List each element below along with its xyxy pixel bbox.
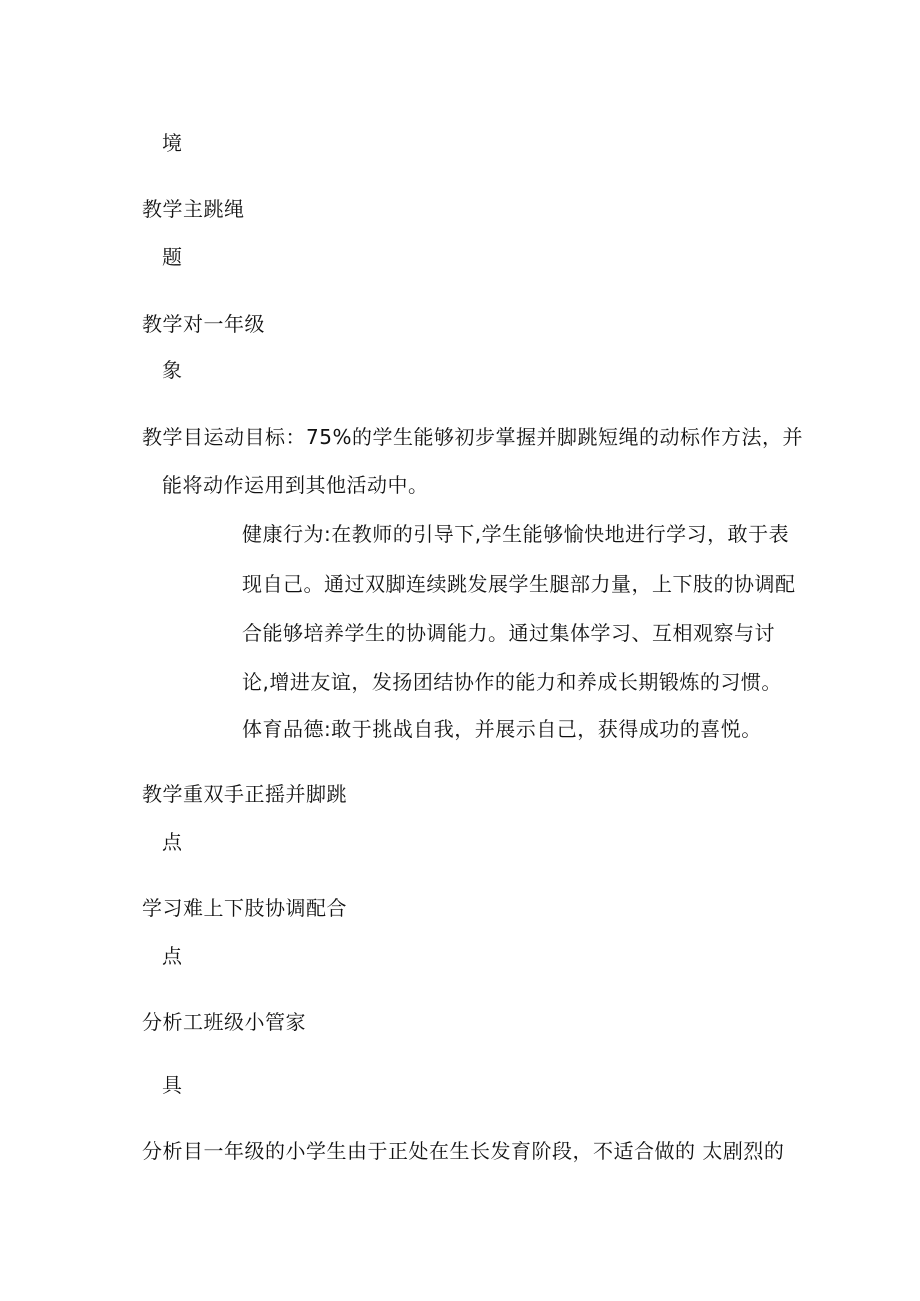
text-line: 论,增进友谊，发扬团结协作的能力和养成长期锻炼的习惯。: [242, 670, 782, 694]
text-line: 教学重双手正摇并脚跳: [142, 782, 347, 806]
text-line: 分析工班级小管家: [142, 1010, 306, 1034]
text-line: 分析目一年级的小学生由于正处在生长发育阶段，不适合做的 太剧烈的: [142, 1139, 785, 1163]
text-line: 境: [162, 131, 183, 155]
text-line: 能将动作运用到其他活动中。: [162, 473, 429, 497]
text-line: 点: [162, 944, 183, 968]
text-line: 点: [162, 830, 183, 854]
text-line: 教学对一年级: [142, 312, 265, 336]
text-line: 合能够培养学生的协调能力。通过集体学习、互相观察与讨: [242, 621, 775, 645]
text-line: 具: [162, 1073, 183, 1097]
text-line: 健康行为:在教师的引导下,学生能够愉快地进行学习，敢于表: [242, 522, 790, 546]
text-line: 题: [162, 245, 183, 269]
text-line: 教学目运动目标：75%的学生能够初步掌握并脚跳短绳的动标作方法，并: [142, 425, 803, 449]
text-line: 学习难上下肢协调配合: [142, 896, 347, 920]
text-line: 教学主跳绳: [142, 197, 245, 221]
text-line: 体育品德:敢于挑战自我，并展示自己，获得成功的喜悦。: [242, 717, 762, 741]
text-line: 现自己。通过双脚连续跳发展学生腿部力量，上下肢的协调配: [242, 572, 796, 596]
text-line: 象: [162, 358, 183, 382]
